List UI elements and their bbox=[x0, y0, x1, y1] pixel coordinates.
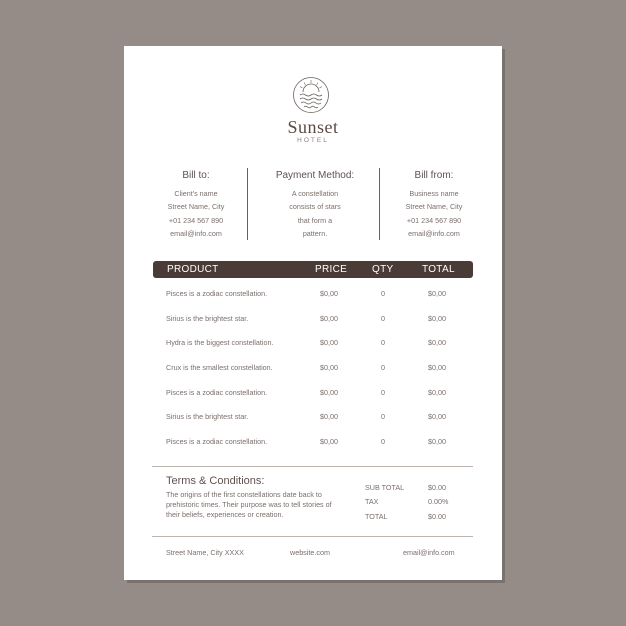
row-qty: 0 bbox=[381, 289, 385, 298]
row-total: $0,00 bbox=[428, 363, 446, 372]
brand-subtitle: HOTEL bbox=[297, 137, 329, 144]
footer-address: Street Name, City XXXX bbox=[166, 548, 244, 557]
row-product: Hydra is the biggest constellation. bbox=[166, 338, 274, 347]
table-row bbox=[124, 437, 502, 451]
terms-text: The origins of the first constellations date back to prehistoric times. Their purpose was to tell stories of their beliefs, experiences or creation. bbox=[166, 490, 332, 519]
bill-from-line: Business name bbox=[409, 189, 459, 198]
subtotal-value: $0.00 bbox=[428, 483, 446, 492]
row-total: $0,00 bbox=[428, 314, 446, 323]
footer-email: email@info.com bbox=[403, 548, 455, 557]
row-product: Sirius is the brightest star. bbox=[166, 412, 249, 421]
row-product: Sirius is the brightest star. bbox=[166, 314, 249, 323]
header-price: PRICE bbox=[315, 264, 348, 275]
bill-from-line: email@info.com bbox=[408, 229, 460, 239]
divider bbox=[152, 466, 473, 467]
row-total: $0,00 bbox=[428, 388, 446, 397]
bill-to-section bbox=[154, 170, 238, 241]
row-total: $0,00 bbox=[428, 338, 446, 347]
row-qty: 0 bbox=[381, 412, 385, 421]
row-price: $0,00 bbox=[320, 314, 338, 323]
row-price: $0,00 bbox=[320, 437, 338, 446]
bill-to-line: Client's name bbox=[174, 189, 218, 198]
row-qty: 0 bbox=[381, 388, 385, 397]
row-qty: 0 bbox=[381, 314, 385, 323]
row-price: $0,00 bbox=[320, 338, 338, 347]
bill-from-title: Bill from: bbox=[414, 170, 454, 181]
table-row bbox=[124, 363, 502, 377]
bill-to-line: email@info.com bbox=[170, 229, 222, 239]
tax-value: 0.00% bbox=[428, 497, 449, 506]
header-product: PRODUCT bbox=[167, 264, 219, 275]
bill-to-title: Bill to: bbox=[182, 170, 210, 181]
footer-website: website.com bbox=[290, 548, 330, 557]
total-value: $0.00 bbox=[428, 512, 446, 521]
payment-line: pattern. bbox=[302, 229, 328, 239]
row-price: $0,00 bbox=[320, 289, 338, 298]
row-qty: 0 bbox=[381, 338, 385, 347]
divider bbox=[379, 168, 380, 240]
bill-from-section bbox=[390, 170, 478, 241]
bill-from-line: Street Name, City bbox=[405, 202, 463, 212]
payment-method-section bbox=[260, 170, 370, 241]
divider bbox=[247, 168, 248, 240]
divider bbox=[152, 536, 473, 537]
table-header bbox=[153, 261, 473, 278]
header-qty: QTY bbox=[372, 264, 394, 275]
payment-method-title: Payment Method: bbox=[275, 170, 355, 181]
row-product: Pisces is a zodiac constellation. bbox=[166, 289, 268, 298]
row-qty: 0 bbox=[381, 363, 385, 372]
row-price: $0,00 bbox=[320, 388, 338, 397]
invoice-page bbox=[124, 46, 502, 580]
row-price: $0,00 bbox=[320, 363, 338, 372]
row-price: $0,00 bbox=[320, 412, 338, 421]
tax-label: TAX bbox=[365, 497, 379, 506]
table-row bbox=[124, 388, 502, 402]
row-total: $0,00 bbox=[428, 412, 446, 421]
row-total: $0,00 bbox=[428, 289, 446, 298]
sunset-logo-icon bbox=[292, 76, 330, 114]
row-product: Crux is the smallest constellation. bbox=[166, 363, 273, 372]
row-total: $0,00 bbox=[428, 437, 446, 446]
header-total: TOTAL bbox=[422, 264, 455, 275]
subtotal-label: SUB TOTAL bbox=[365, 483, 405, 492]
brand-name: Sunset bbox=[287, 117, 339, 137]
bill-to-line: Street Name, City bbox=[167, 202, 225, 212]
total-label: TOTAL bbox=[365, 512, 388, 521]
payment-line: that form a bbox=[297, 215, 333, 225]
table-row bbox=[124, 412, 502, 426]
row-product: Pisces is a zodiac constellation. bbox=[166, 437, 268, 446]
terms-title: Terms & Conditions: bbox=[166, 475, 265, 487]
payment-line: consists of stars bbox=[289, 202, 341, 212]
table-row bbox=[124, 338, 502, 352]
table-row bbox=[124, 289, 502, 303]
table-row bbox=[124, 314, 502, 328]
bill-from-line: +01 234 567 890 bbox=[406, 215, 462, 225]
bill-to-line: +01 234 567 890 bbox=[168, 215, 224, 225]
row-product: Pisces is a zodiac constellation. bbox=[166, 388, 268, 397]
row-qty: 0 bbox=[381, 437, 385, 446]
payment-line: A constellation bbox=[291, 189, 339, 198]
